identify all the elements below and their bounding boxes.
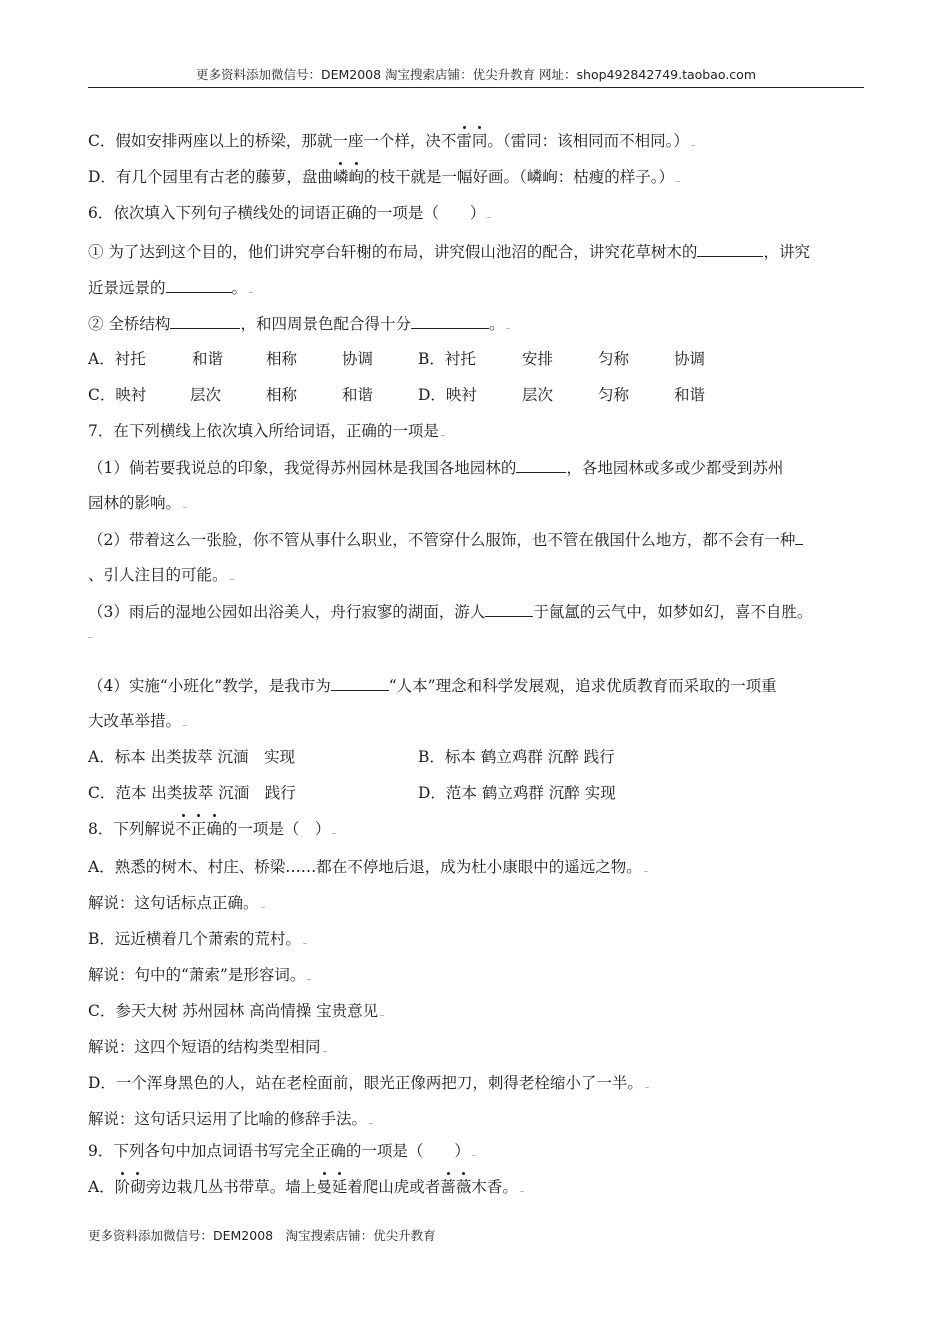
paragraph-mark [645,1081,649,1088]
q7-option-d[interactable]: D．范本 鹤立鸡群 沉醉 实现 [418,784,616,802]
q6-s2-blank-1[interactable] [170,312,240,329]
q5-option-d [88,166,864,188]
paragraph-mark [332,827,336,834]
q8-option-b [88,928,864,950]
paragraph-mark [249,286,253,293]
q7-s4-text: 大改革举措。 [88,712,182,730]
q9-dotted-char: 延 [331,1178,348,1196]
q8-stem-text: 的一项是（ ） [221,820,331,838]
paragraph-mark [487,211,491,218]
q7-sentence-4-cont [88,710,864,732]
q9-a-text: 木香。 [471,1178,518,1196]
q6-s1-text: 。 [231,279,248,297]
q7-s3-text: （3）雨后的湿地公园如出浴美人，舟行寂寥的湖面，游人 [88,603,486,621]
q5-d-note: 的枝干就是一幅好画。（嶙峋：枯瘦的样子。） [363,168,674,186]
paragraph-mark [506,322,510,329]
q7-s2-text: 、引人注目的可能。 [88,566,228,584]
q9-a-text: 着爬山虎或者 [347,1178,441,1196]
paragraph-mark [183,719,187,726]
q8-stem [88,818,864,840]
q6-s1-blank-1[interactable] [697,240,763,257]
paragraph-mark [520,1185,524,1192]
q8-option-b-note [88,964,864,986]
q6-sentence-1-cont [88,276,864,299]
paragraph-mark [644,865,648,872]
q5-c-note: 。（雷同：该相同而不相同。） [487,132,689,150]
paragraph-mark [183,501,187,508]
q6-option-word: 和谐 [674,386,706,404]
paragraph-mark [323,1045,327,1052]
q6-s1-text: 近景远景的 [88,279,166,297]
q7-sentence-1 [88,456,864,479]
q8-option-d [88,1072,864,1094]
q6-s2-text: 。 [488,315,505,333]
q6-option[interactable]: B．衬托 [418,350,476,368]
q7-s3-text: 于氤氲的云气中，如梦如幻，喜不自胜。 [533,603,813,621]
q6-s1-blank-2[interactable] [166,276,232,293]
q6-option-word: 匀称 [598,386,630,404]
q7-s4-text: （4）实施“小班化”教学，是我市为 [88,677,331,695]
q9-a-label[interactable]: A． [88,1178,115,1196]
paragraph-mark [261,901,265,908]
q8-c-explanation: 解说：这四个短语的结构类型相同 [88,1038,321,1056]
q6-option-word: 安排 [522,350,554,368]
q6-option[interactable]: A．衬托 [88,350,146,368]
q6-option-word: 协调 [342,350,374,368]
q6-option-word: 和谐 [192,350,224,368]
paragraph-mark [230,573,234,580]
q7-s4-text: “人本”理念和科学发展观，追求优质教育而采取的一项重 [388,677,777,695]
q6-stem [88,202,864,224]
q8-a-explanation: 解说：这句话标点正确。 [88,894,259,912]
q6-s2-text: ，和四周景色配合得十分 [240,315,411,333]
paragraph-mark [380,1009,384,1016]
q6-s1-text: ，讲究 [763,243,810,261]
q5-d-dotted-char: 嶙 [332,168,349,186]
paragraph-mark [307,973,311,980]
q8-dotted-char: 正 [190,820,207,838]
q8-stem-text: 8．下列解说 [88,820,176,838]
q7-s1-text: 园林的影响。 [88,494,182,512]
q9-option-a [88,1176,864,1198]
paragraph-mark [441,429,445,436]
q7-sentence-4 [88,674,864,697]
q6-option-word: 协调 [674,350,706,368]
q6-stem-text: 6．依次填入下列句子横线处的词语正确的一项是（ ） [88,204,486,222]
q6-option[interactable]: D．映衬 [418,386,477,404]
q7-s4-blank[interactable] [331,674,389,691]
q6-option-word: 匀称 [598,350,630,368]
q8-b-text[interactable]: B．远近横着几个萧索的荒村。 [88,930,301,948]
q7-s2-blank[interactable] [795,528,803,545]
q7-option-c[interactable]: C．范本 出类拔萃 沉湎 践行 [88,784,296,802]
header-divider [88,87,864,88]
q9-dotted-char: 曼 [316,1178,332,1196]
q7-sentence-3-end [88,622,864,644]
q7-option-a[interactable]: A．标本 出类拔萃 沉湎 实现 [88,748,296,766]
paragraph-mark [472,1149,476,1156]
q7-s1-text: ，各地园林或多或少都受到苏州 [566,459,784,477]
q6-option-word: 和谐 [342,386,374,404]
q7-stem-text: 7．在下列横线上依次填入所给词语，正确的一项是 [88,422,439,440]
q6-option-word: 相称 [266,350,298,368]
q7-option-b[interactable]: B．标本 鹤立鸡群 沉醉 践行 [418,748,615,766]
q7-sentence-3 [88,600,864,623]
q6-sentence-2 [88,312,864,335]
q5-d-text: D．有几个园里有古老的藤萝，盘曲 [88,168,333,186]
q9-dotted-char: 蔷 [440,1178,456,1196]
q7-s1-blank[interactable] [516,456,566,473]
q8-option-d-note [88,1108,864,1130]
q8-dotted-char: 确 [206,820,222,838]
q6-option-word: 层次 [190,386,222,404]
q9-dotted-char: 阶 [114,1178,131,1196]
q7-stem [88,420,864,442]
q5-c-dotted-char: 雷 [456,132,472,150]
q6-option-word: 层次 [522,386,554,404]
q9-stem [88,1140,864,1162]
q7-s3-blank[interactable] [485,600,533,617]
q6-option[interactable]: C．映衬 [88,386,147,404]
q5-c-dotted-char: 同 [471,132,488,150]
q6-sentence-1 [88,240,864,263]
paragraph-mark [369,1117,373,1124]
paragraph-mark [676,175,680,182]
paragraph-mark [303,937,307,944]
q8-d-text[interactable]: D．一个浑身黑色的人，站在老栓面前，眼光正像两把刀，刺得老栓缩小了一半。 [88,1074,643,1092]
page-header: 更多资料添加微信号：DEM2008 淘宝搜索店铺：优尖升教育 网址：shop492842749.taobao.com [195,67,757,82]
q7-sentence-2-cont [88,564,864,586]
q8-option-a-note [88,892,864,914]
q6-option-word: 相称 [266,386,298,404]
q7-s1-text: （1）倘若要我说总的印象，我觉得苏州园林是我国各地园林的 [88,459,517,477]
q6-s2-text: ② 全桥结构 [88,315,171,333]
q9-stem-text: 9．下列各句中加点词语书写完全正确的一项是（ ） [88,1142,470,1160]
q6-s1-text: ① 为了达到这个目的，他们讲究亭台轩榭的布局，讲究假山池沼的配合，讲究花草树木的 [88,243,698,261]
q9-dotted-char: 砌 [130,1178,146,1196]
q8-a-text[interactable]: A．熟悉的树木、村庄、桥梁……都在不停地后退，成为杜小康眼中的遥远之物。 [88,858,642,876]
q7-s2-text: （2）带着这么一张脸，你不管从事什么职业，不管穿什么服饰，也不管在俄国什么地方，都不会有一种 [88,531,796,549]
q9-a-text: 旁边栽几丛书带草。墙上 [145,1178,317,1196]
q5-d-dotted-char: 峋 [348,168,364,186]
q8-option-c [88,1000,864,1022]
q8-option-c-note [88,1036,864,1058]
q8-option-a [88,856,864,878]
q9-dotted-char: 薇 [455,1178,472,1196]
q8-dotted-char: 不 [175,820,191,838]
page-footer: 更多资料添加微信号：DEM2008 淘宝搜索店铺：优尖升教育 [88,1228,436,1243]
q6-s2-blank-2[interactable] [411,312,489,329]
q5-c-text: C．假如安排两座以上的桥梁，那就一座一个样，决不 [88,132,457,150]
paragraph-mark [691,139,695,146]
q7-sentence-1-cont [88,492,864,514]
q8-d-explanation: 解说：这句话只运用了比喻的修辞手法。 [88,1110,368,1128]
q8-b-explanation: 解说：句中的“萧索”是形容词。 [88,966,306,984]
q7-sentence-2 [88,528,864,551]
paragraph-mark [88,631,92,638]
q5-option-c [88,130,864,152]
q8-c-text[interactable]: C．参天大树 苏州园林 高尚情操 宝贵意见 [88,1002,379,1020]
